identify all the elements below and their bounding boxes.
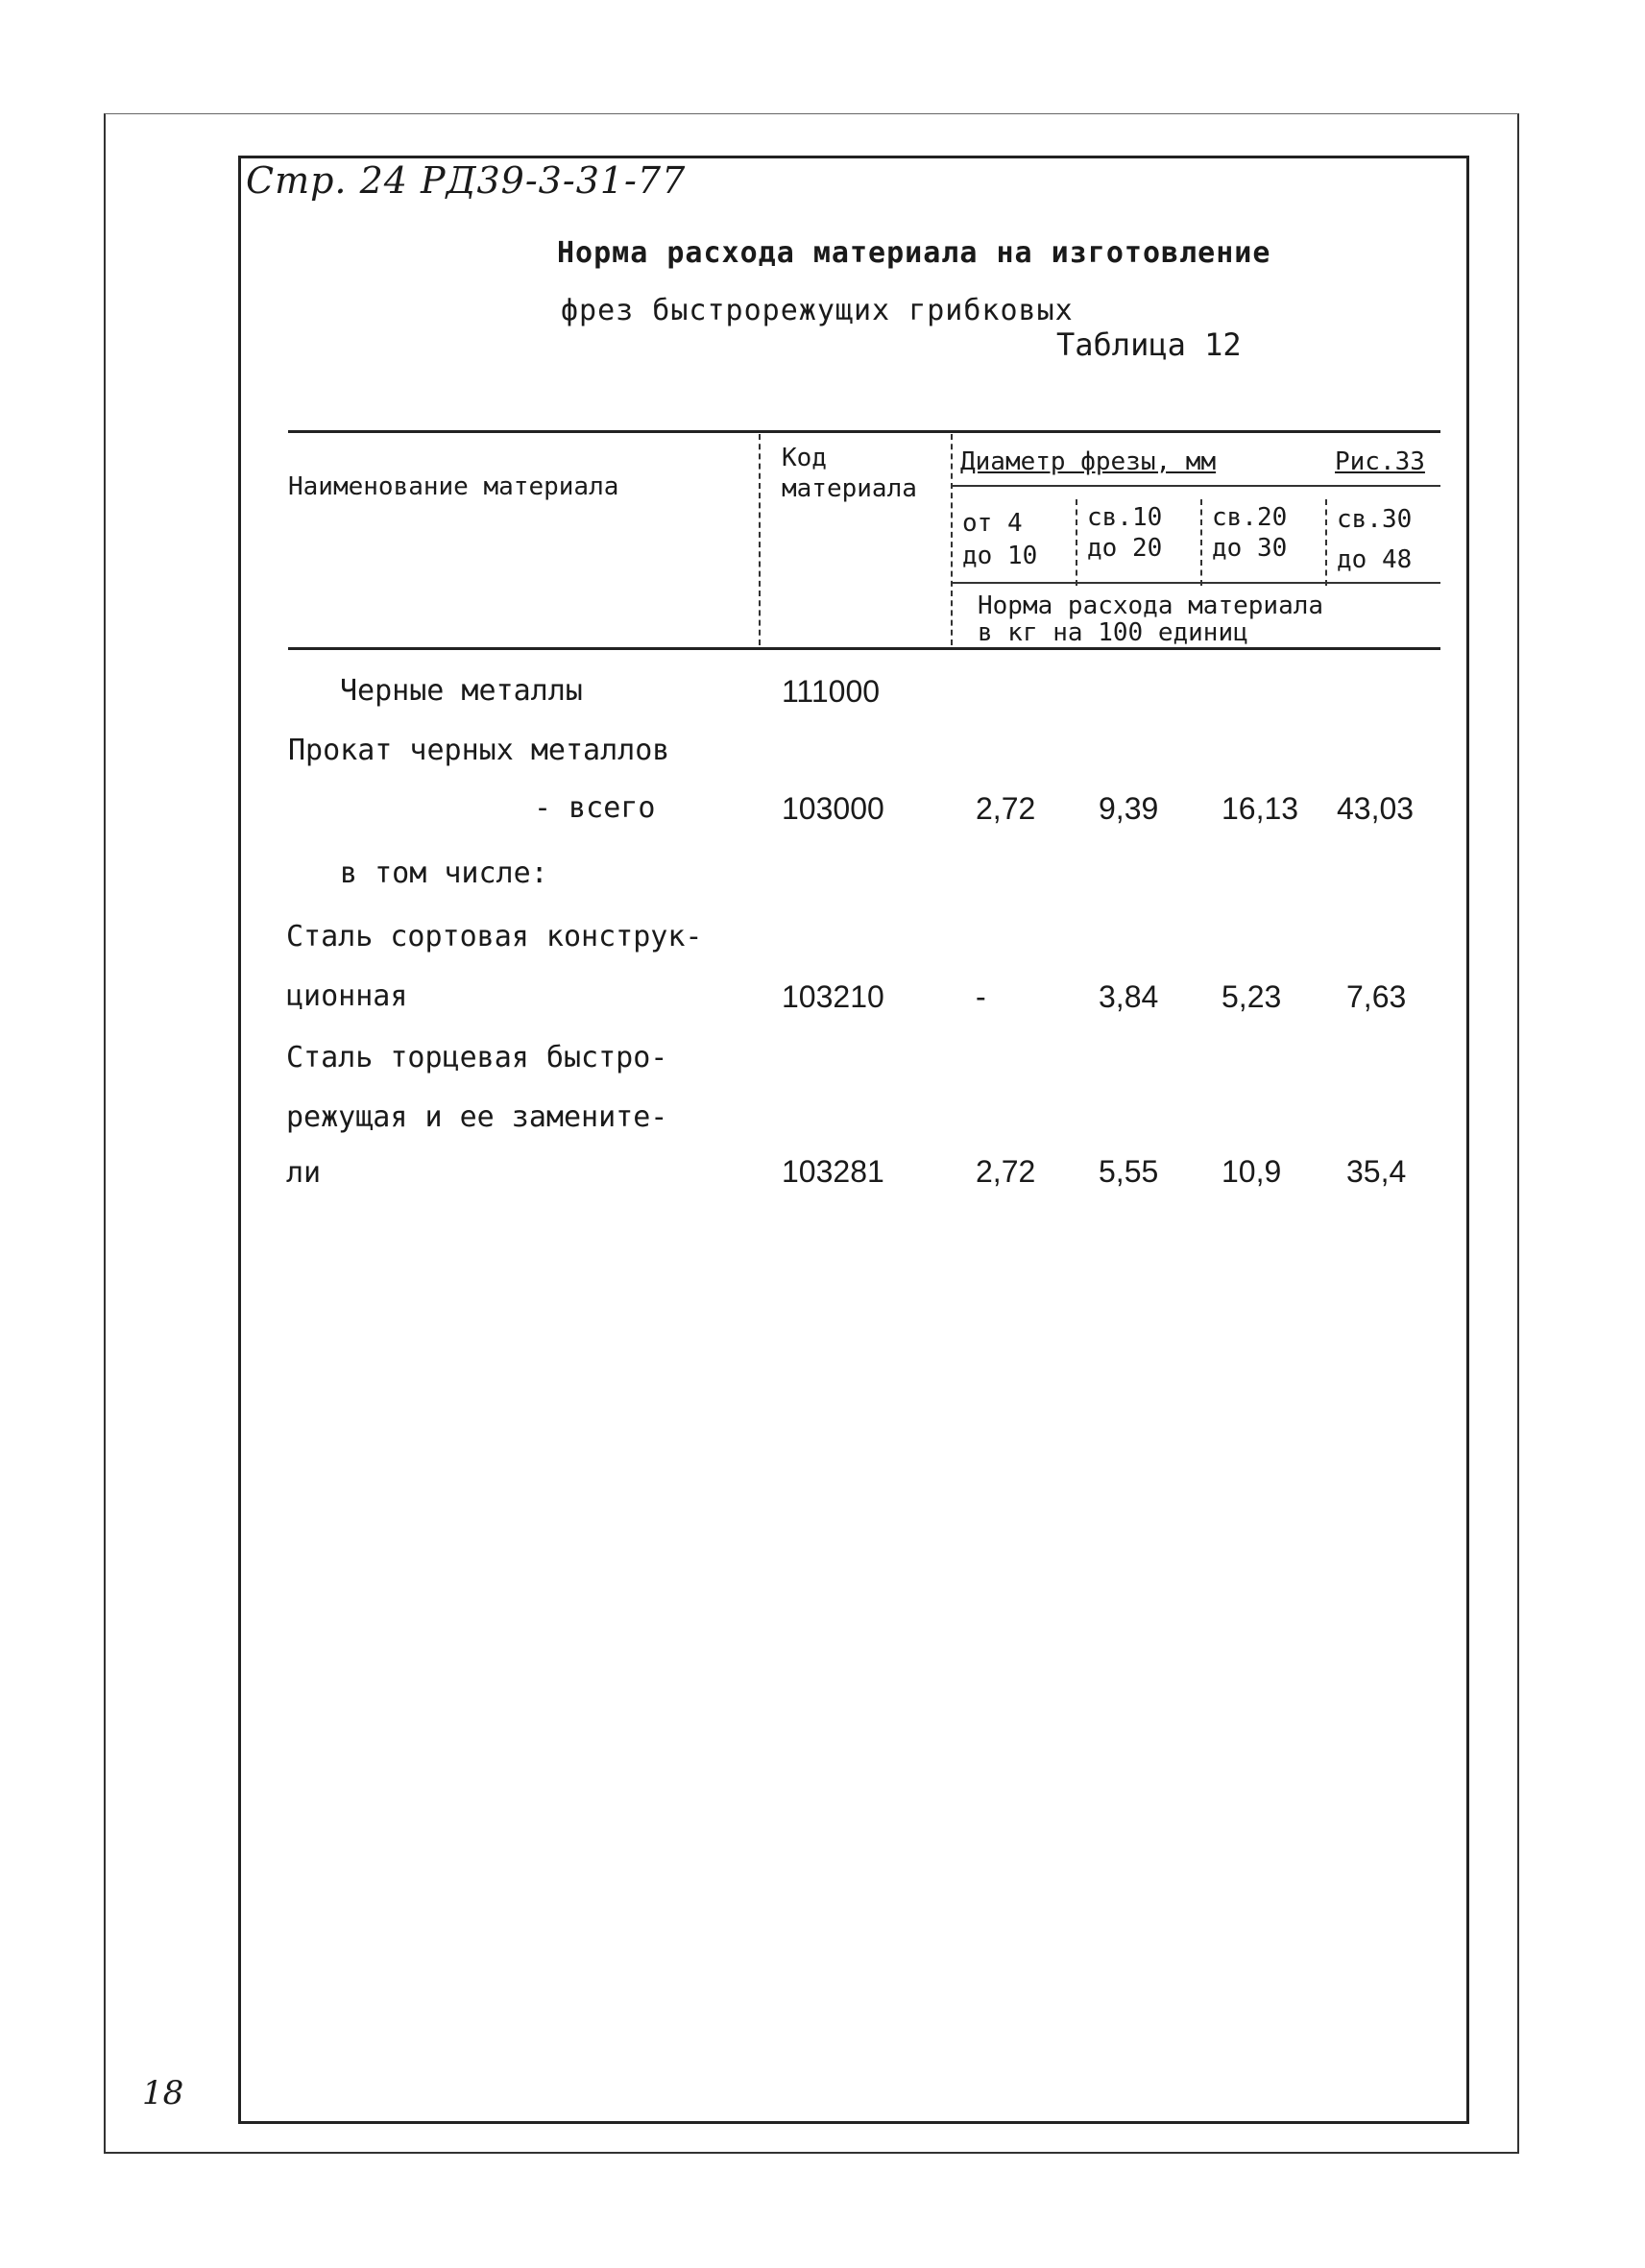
row-label: Сталь сортовая конструк- — [286, 920, 703, 953]
row-label: Прокат черных металлов — [288, 734, 670, 767]
row-label: в том числе: — [340, 857, 548, 890]
value-cell: 5,23 — [1222, 979, 1282, 1014]
value-cell: 43,03 — [1337, 791, 1415, 826]
document-title-line1: Норма расхода материала на изготовление — [557, 236, 1271, 270]
header-code-line1: Код — [782, 444, 827, 472]
norm-label-line2: в кг на 100 единиц — [978, 618, 1248, 647]
row-label: Сталь торцевая быстро- — [286, 1041, 668, 1074]
table-top-rule — [288, 430, 1440, 433]
value-cell: 5,55 — [1099, 1154, 1159, 1189]
value-cell: 10,9 — [1222, 1154, 1282, 1189]
value-cell: 3,84 — [1099, 979, 1159, 1014]
material-code: 103281 — [782, 1154, 884, 1189]
range-rule — [953, 582, 1440, 584]
header-code-line2: материала — [782, 474, 917, 503]
material-code: 111000 — [782, 674, 881, 709]
sheet-reference: Стр. 24 РД39-3-31-77 — [246, 159, 687, 202]
range-to: до 10 — [962, 542, 1038, 570]
header-material-name: Наименование материала — [288, 472, 619, 501]
range-from: св.10 — [1087, 503, 1163, 532]
range-to: до 20 — [1087, 534, 1163, 563]
table-number: Таблица 12 — [1056, 326, 1242, 363]
page-number: 18 — [142, 2074, 184, 2112]
value-cell: 2,72 — [976, 1154, 1036, 1189]
column-separator — [1325, 499, 1327, 586]
row-label: ли — [286, 1156, 322, 1190]
value-cell: 2,72 — [976, 791, 1036, 826]
row-label: ционная — [286, 979, 408, 1013]
header-figure: Рис.33 — [1335, 447, 1425, 476]
column-separator — [1200, 499, 1202, 586]
header-bottom-rule — [288, 647, 1440, 650]
material-code: 103210 — [782, 979, 884, 1014]
header-diameter: Диаметр фрезы, мм — [960, 447, 1217, 476]
range-from: св.30 — [1337, 505, 1413, 534]
range-to: до 30 — [1212, 534, 1288, 563]
material-code: 103000 — [782, 791, 884, 826]
range-from: св.20 — [1212, 503, 1288, 532]
value-cell: 7,63 — [1346, 979, 1407, 1014]
range-to: до 48 — [1337, 545, 1413, 574]
column-separator — [759, 434, 761, 645]
value-cell: 35,4 — [1346, 1154, 1407, 1189]
column-separator — [951, 434, 953, 645]
norm-label-line1: Норма расхода материала — [978, 591, 1324, 620]
row-label: - всего — [534, 791, 656, 825]
inner-page-frame — [238, 156, 1469, 2124]
row-label: Черные металлы — [340, 674, 583, 708]
document-title-line2: фрез быстрорежущих грибковых — [561, 294, 1074, 327]
row-label: режущая и ее замените- — [286, 1100, 668, 1134]
range-from: от 4 — [962, 509, 1023, 538]
value-cell: - — [976, 979, 986, 1014]
value-cell: 16,13 — [1222, 791, 1299, 826]
diameter-rule — [953, 485, 1440, 487]
value-cell: 9,39 — [1099, 791, 1159, 826]
column-separator — [1076, 499, 1077, 586]
